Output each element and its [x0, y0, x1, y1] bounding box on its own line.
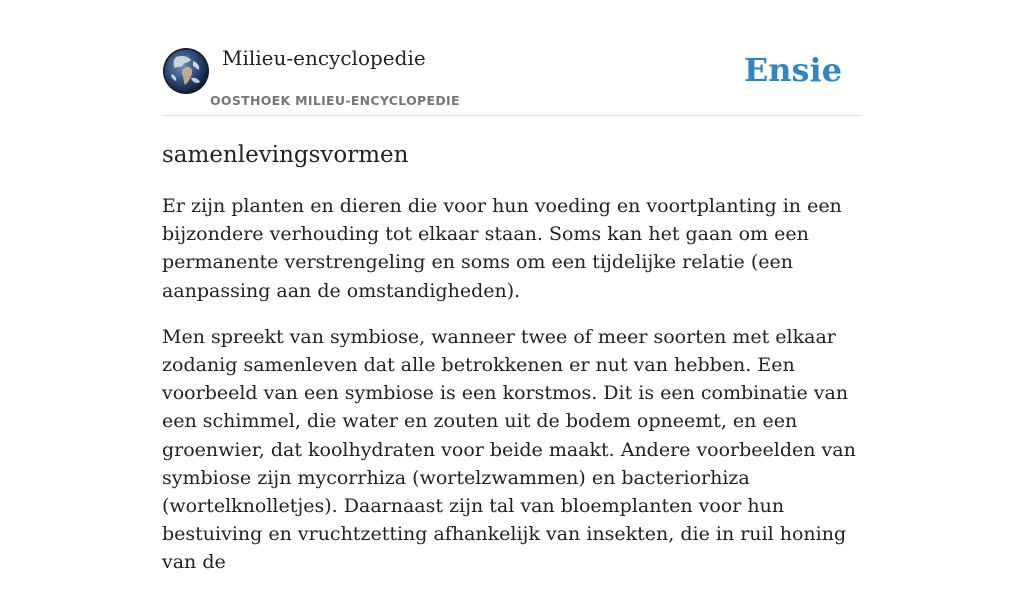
brand-logo-link[interactable]: Ensie: [743, 51, 842, 89]
site-subtitle: OOSTHOEK MILIEU-ENCYCLOPEDIE: [210, 93, 460, 108]
site-header: [162, 0, 862, 116]
article-paragraph: Er zijn planten en dieren die voor hun voeding en voortplanting in een bijzondere verhouding tot elkaar staan. Soms kan het gaan om een permanente verstrengeling en soms om een tijdelijke relatie (een aanpassing aan de omstandigheden).: [162, 195, 842, 302]
site-title[interactable]: Milieu-encyclopedie: [222, 46, 426, 70]
earth-globe-icon[interactable]: [162, 47, 210, 95]
article-title: samenlevingsvormen: [162, 142, 409, 168]
article-paragraph: Men spreekt van symbiose, wanneer twee of meer soorten met elkaar zodanig samenleven dat alle betrokkenen er nut van hebben. Een voorbeeld van een symbiose is een korstmos. Dit is een combinatie van een schimmel, die water en zouten uit de bodem opneemt, en een groenwier, dat koolhydraten voor beide maakt. Andere voorbeelden van symbiose zijn mycorrhiza (wortelzwammen) en bacteriorhiza (wortelknolletjes). Daarnaast zijn tal van bloemplanten voor hun bestuiving en vruchtzetting afhankelijk van insekten, die in ruil honing van de: [162, 325, 856, 574]
page: [162, 0, 862, 574]
article-body: [162, 192, 862, 595]
